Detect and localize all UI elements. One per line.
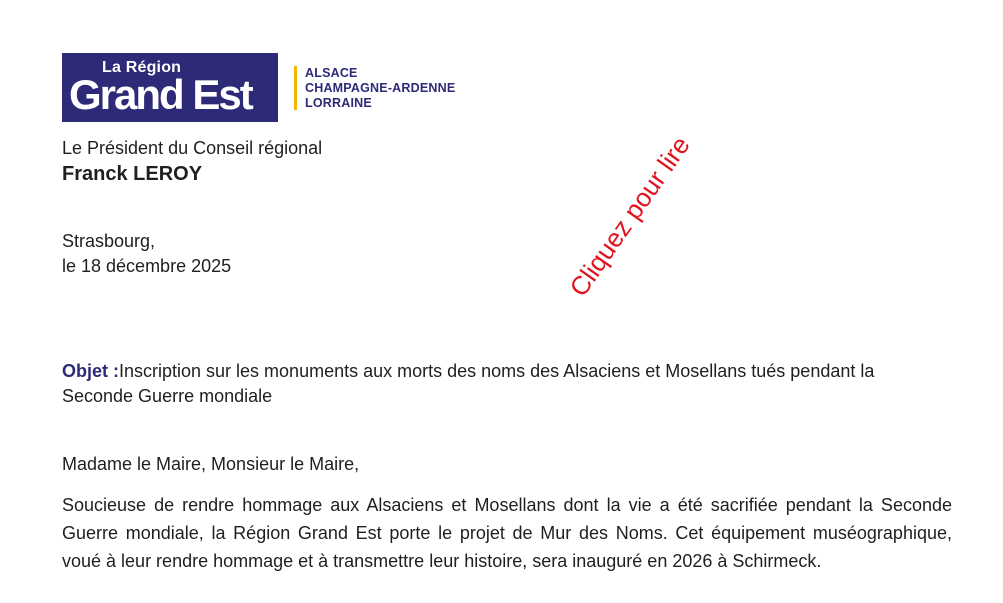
logo-regions xyxy=(305,66,455,111)
logo-region-alsace: ALSACE xyxy=(305,66,358,80)
logo-big-text: Grand Est xyxy=(69,71,252,118)
logo-region-lorraine: LORRAINE xyxy=(305,96,372,110)
click-to-read-link[interactable]: Cliquez pour lire xyxy=(563,130,696,302)
letter-date: le 18 décembre 2025 xyxy=(62,256,232,276)
letter-city: Strasbourg, xyxy=(62,231,156,251)
region-logo xyxy=(62,53,278,122)
sender-name: Franck LEROY xyxy=(62,163,203,185)
sender-title: Le Président du Conseil régional xyxy=(62,138,323,158)
logo-region-champagne: CHAMPAGNE-ARDENNE xyxy=(305,81,456,95)
object-label: Objet : xyxy=(62,361,119,381)
body-paragraph: Soucieuse de rendre hommage aux Alsaciens et Mosellans dont la vie a été sacrifiée pendant la Seconde Guerre mondiale, la Région Grand Est porte le projet de Mur des Noms. Cet équipement muséographique, voué à leur rendre hommage et à transmettre leur histoire, sera inauguré en 2026 à Schirmeck. xyxy=(62,495,952,571)
object-text-line1: Inscription sur les monuments aux morts des noms des Alsaciens et Mosellans tués pendant la xyxy=(119,361,875,381)
logo-divider xyxy=(294,66,297,110)
salutation: Madame le Maire, Monsieur le Maire, xyxy=(62,454,360,474)
logo-small-text: La Région xyxy=(102,59,182,76)
object-text-line2: Seconde Guerre mondiale xyxy=(62,386,273,406)
object-line xyxy=(62,361,874,382)
